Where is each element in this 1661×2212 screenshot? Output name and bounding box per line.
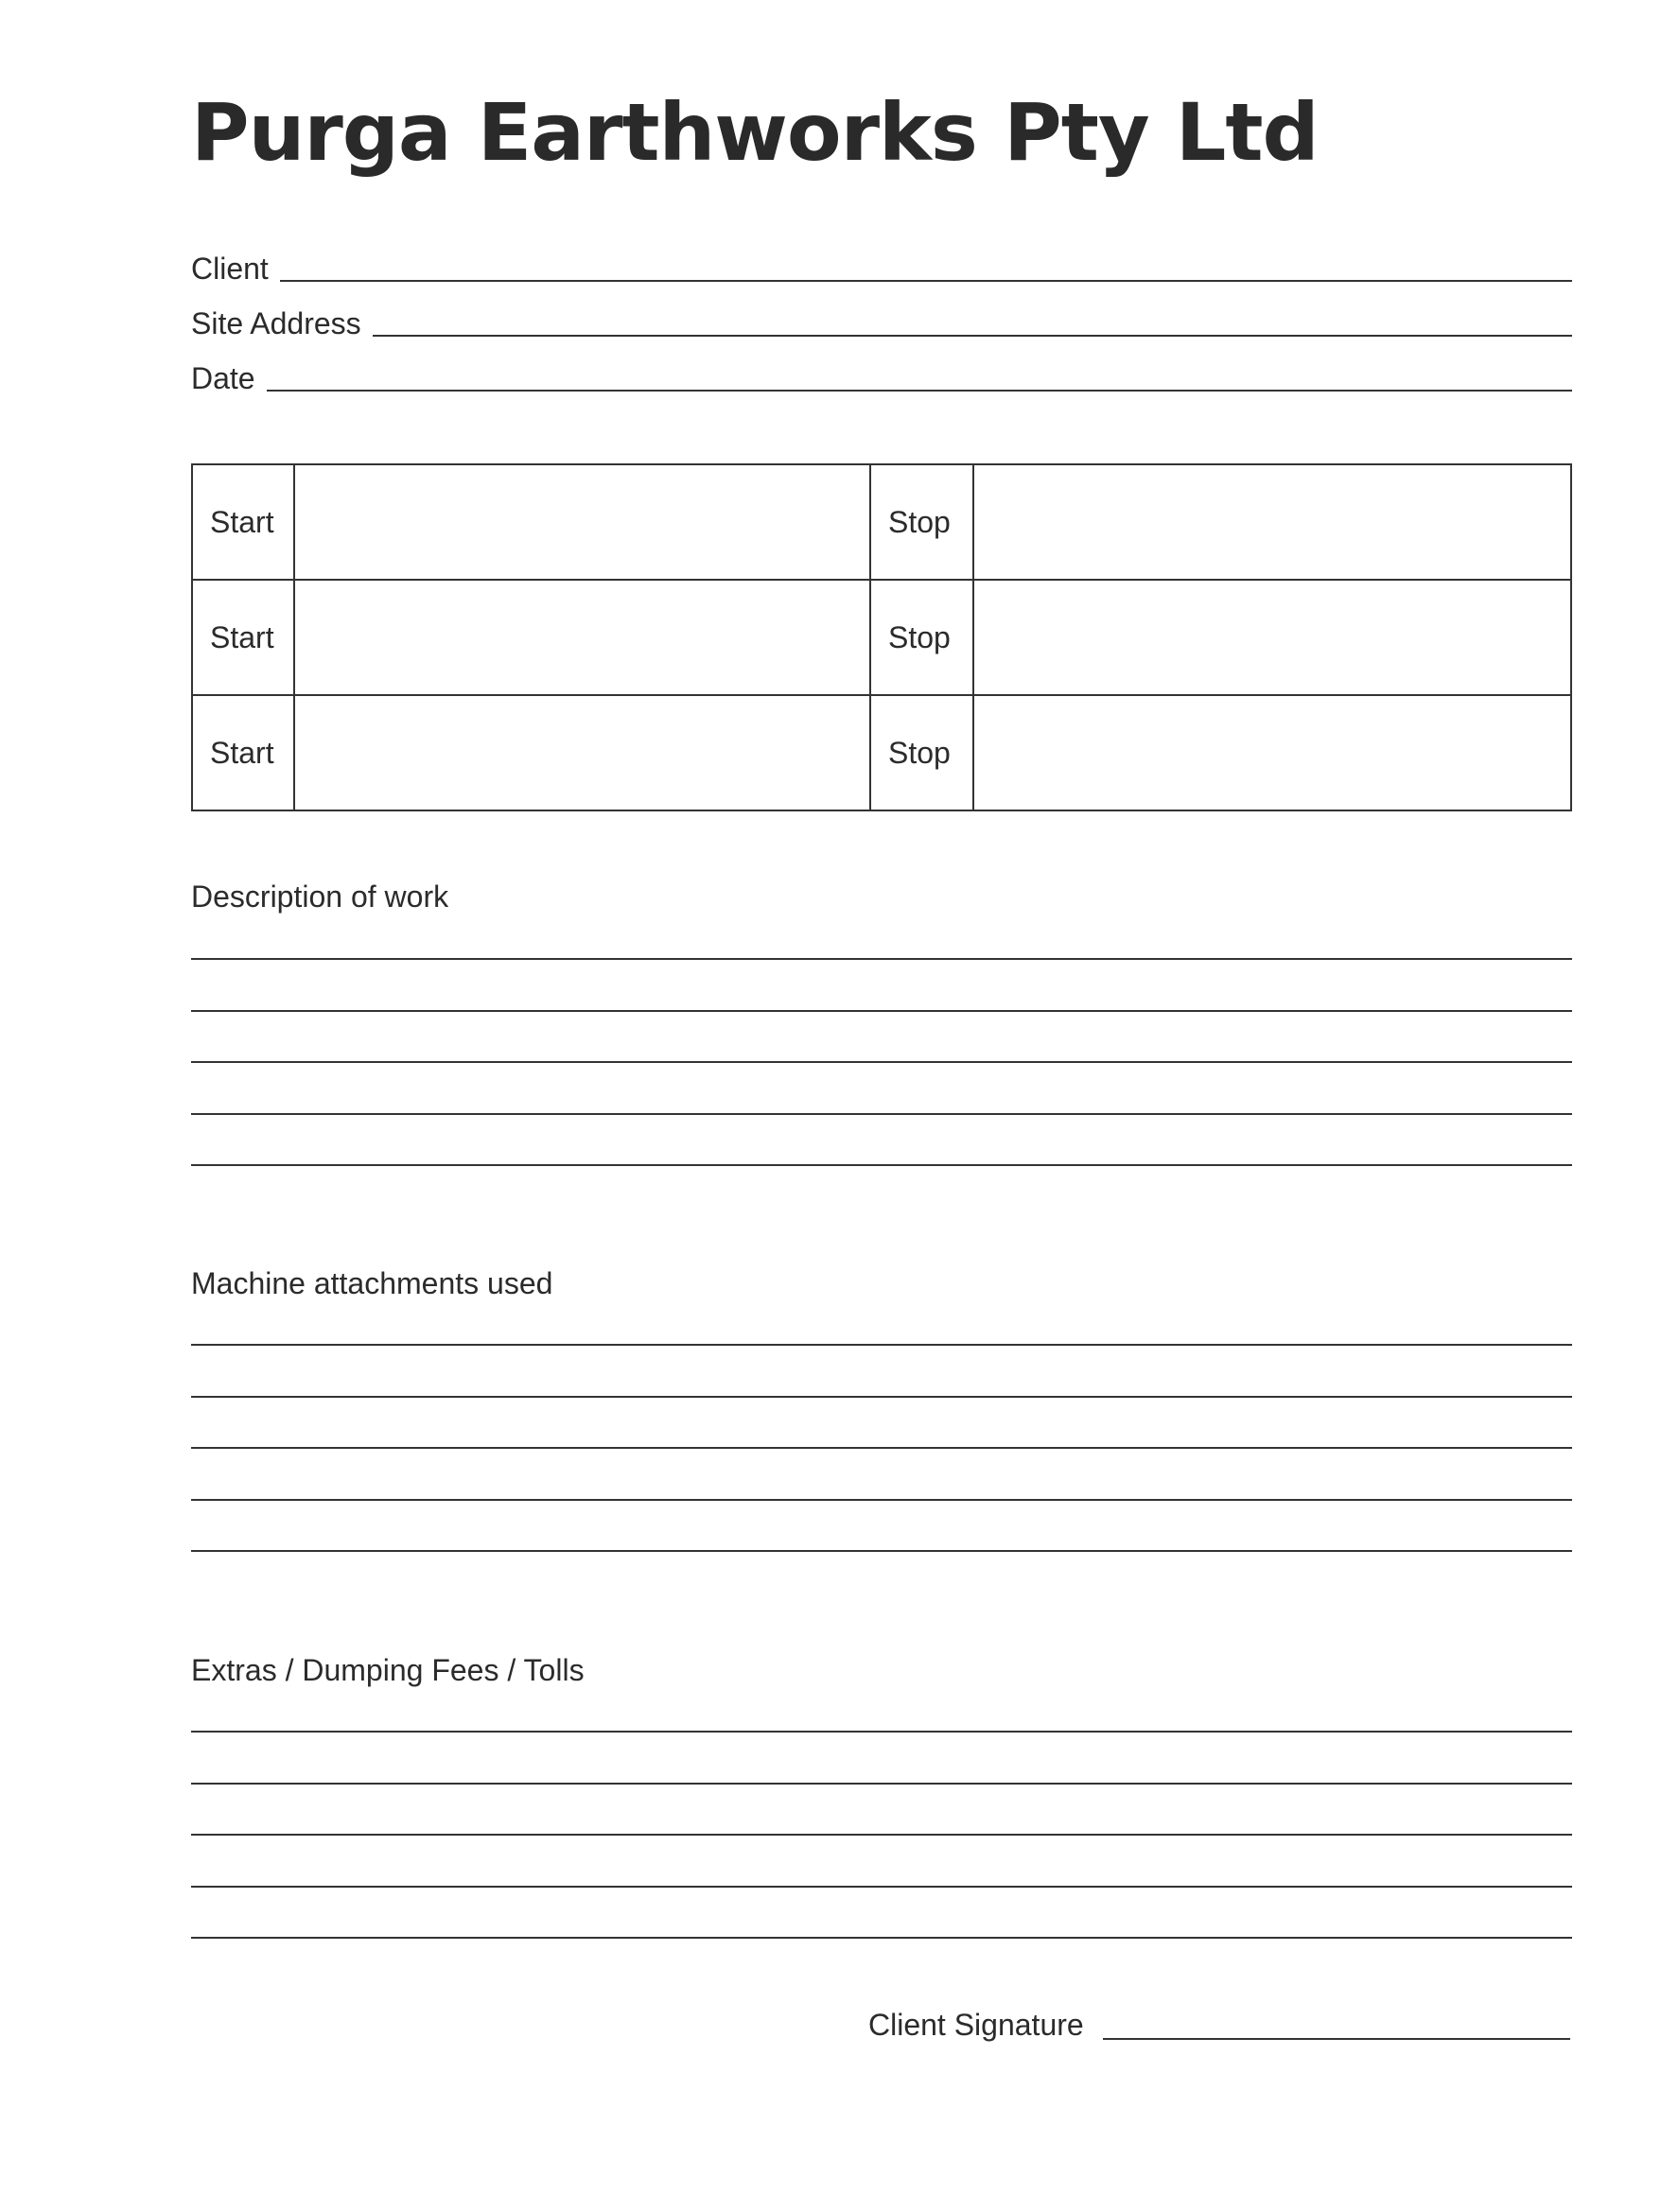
stop-time-cell[interactable] [973, 695, 1571, 810]
client-input-line[interactable] [280, 280, 1572, 282]
start-label: Start [192, 580, 294, 695]
date-input-line[interactable] [267, 390, 1572, 392]
attachments-line[interactable] [191, 1499, 1572, 1501]
description-line[interactable] [191, 958, 1572, 960]
start-time-cell[interactable] [294, 695, 870, 810]
client-signature-label: Client Signature [868, 2008, 1084, 2042]
description-line[interactable] [191, 1061, 1572, 1063]
stop-time-cell[interactable] [973, 464, 1571, 580]
description-line[interactable] [191, 1010, 1572, 1012]
stop-label: Stop [870, 695, 973, 810]
stop-label: Stop [870, 464, 973, 580]
start-time-cell[interactable] [294, 580, 870, 695]
table-row [192, 580, 1571, 695]
attachments-line[interactable] [191, 1344, 1572, 1346]
company-title: Purga Earthworks Pty Ltd [191, 86, 1319, 179]
attachments-line[interactable] [191, 1396, 1572, 1398]
start-label: Start [192, 695, 294, 810]
extras-line[interactable] [191, 1886, 1572, 1888]
client-field [191, 253, 1572, 286]
attachments-line[interactable] [191, 1447, 1572, 1449]
site-address-input-line[interactable] [373, 335, 1572, 337]
extras-line[interactable] [191, 1783, 1572, 1785]
description-line[interactable] [191, 1113, 1572, 1115]
stop-time-cell[interactable] [973, 580, 1571, 695]
date-field [191, 363, 1572, 395]
stop-label: Stop [870, 580, 973, 695]
extras-line[interactable] [191, 1937, 1572, 1939]
extras-line[interactable] [191, 1731, 1572, 1733]
attachments-line[interactable] [191, 1550, 1572, 1552]
table-row [192, 695, 1571, 810]
start-stop-table [191, 463, 1572, 811]
start-time-cell[interactable] [294, 464, 870, 580]
table-row [192, 464, 1571, 580]
extras-line[interactable] [191, 1834, 1572, 1836]
start-label: Start [192, 464, 294, 580]
description-heading: Description of work [191, 880, 449, 914]
description-line[interactable] [191, 1164, 1572, 1166]
extras-heading: Extras / Dumping Fees / Tolls [191, 1653, 585, 1687]
client-signature-field [868, 2010, 1570, 2042]
date-label: Date [191, 361, 255, 395]
site-address-label: Site Address [191, 306, 361, 340]
attachments-heading: Machine attachments used [191, 1266, 553, 1300]
client-signature-line[interactable] [1103, 2038, 1570, 2040]
client-label: Client [191, 252, 269, 286]
site-address-field [191, 308, 1572, 340]
